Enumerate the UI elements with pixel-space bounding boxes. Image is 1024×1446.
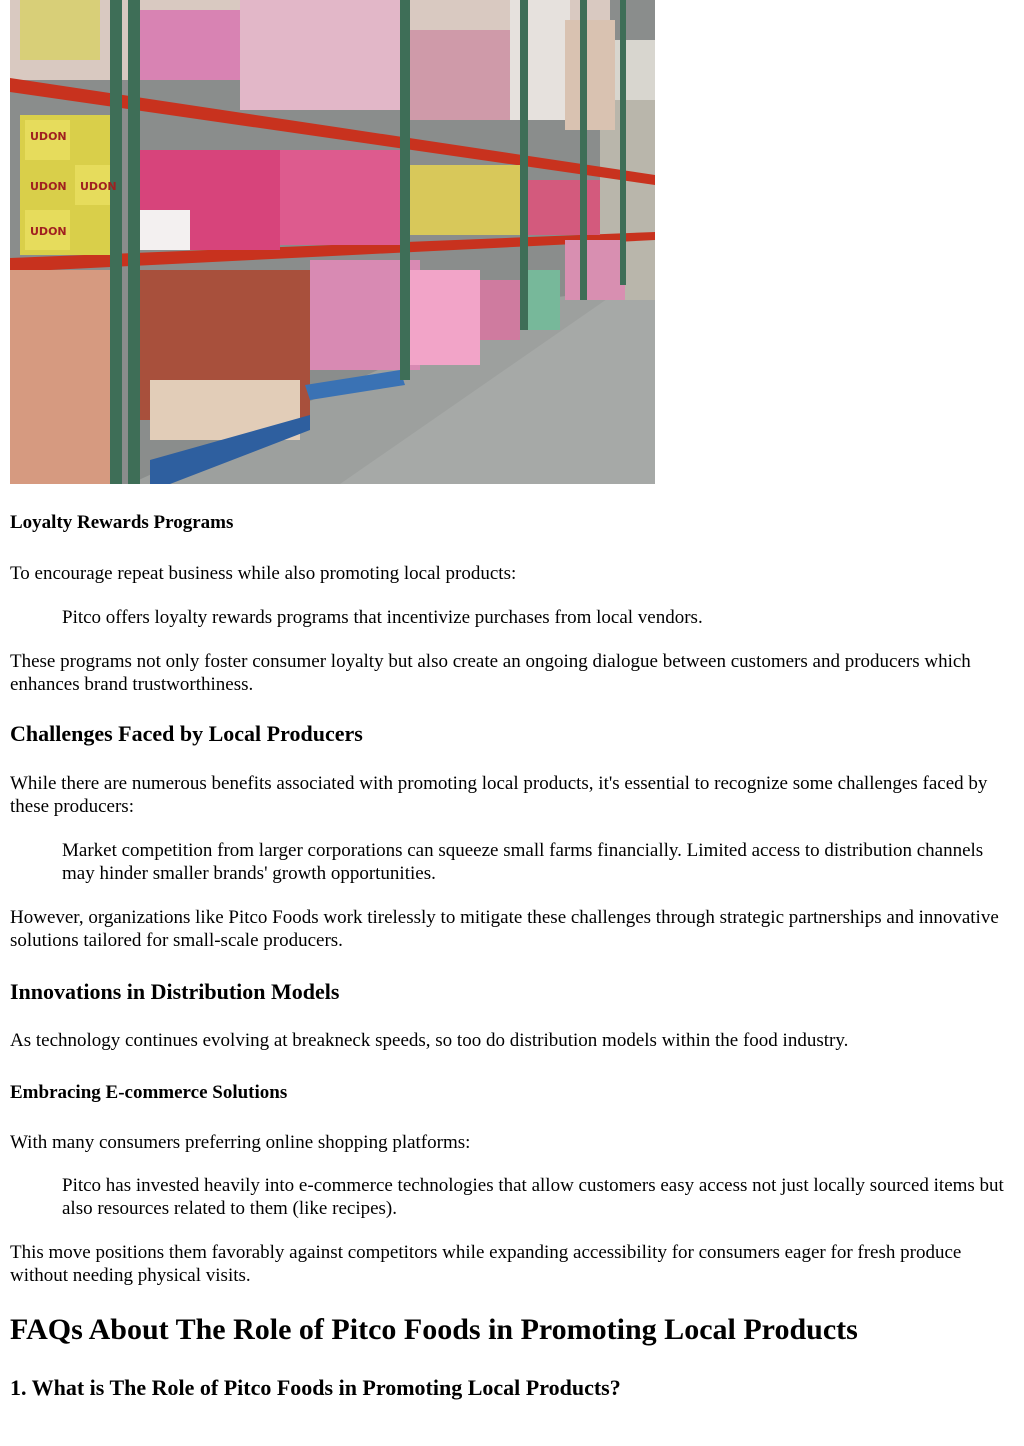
udon-label-3: UDON [80, 180, 117, 193]
faq-heading: FAQs About The Role of Pitco Foods in Promoting Local Products [10, 1313, 858, 1346]
udon-label-4: UDON [30, 225, 67, 238]
challenges-heading: Challenges Faced by Local Producers [10, 721, 363, 746]
faq-question-1: 1. What is The Role of Pitco Foods in Promoting Local Products? [10, 1375, 621, 1400]
warehouse-illustration [10, 0, 655, 484]
loyalty-body: These programs not only foster consumer loyalty but also create an ongoing dialogue between customers and producers which enhances brand trustworthiness. [10, 651, 971, 695]
loyalty-intro: To encourage repeat business while also promoting local products: [10, 563, 517, 584]
ecommerce-body: This move positions them favorably against competitors while expanding accessibility for consumers eager for fresh produce without needing physical visits. [10, 1242, 962, 1286]
ecommerce-quote: Pitco has invested heavily into e-commerce technologies that allow customers easy access not just locally sourced items but also resources related to them (like recipes). [62, 1175, 1004, 1219]
innovations-intro: As technology continues evolving at breakneck speeds, so too do distribution models within the food industry. [10, 1030, 849, 1051]
udon-label-1: UDON [30, 130, 67, 143]
challenges-body: However, organizations like Pitco Foods work tirelessly to mitigate these challenges through strategic partnerships and innovative solutions tailored for small-scale producers. [10, 907, 999, 951]
warehouse-photo [10, 0, 655, 484]
loyalty-heading: Loyalty Rewards Programs [10, 512, 234, 533]
ecommerce-heading: Embracing E-commerce Solutions [10, 1082, 288, 1103]
challenges-intro: While there are numerous benefits associated with promoting local products, it's essential to recognize some challenges faced by these producers: [10, 773, 988, 817]
loyalty-quote: Pitco offers loyalty rewards programs that incentivize purchases from local vendors. [62, 607, 703, 628]
innovations-heading: Innovations in Distribution Models [10, 979, 340, 1004]
ecommerce-intro: With many consumers preferring online shopping platforms: [10, 1132, 471, 1153]
challenges-quote: Market competition from larger corporations can squeeze small farms financially. Limited access to distribution channels may hinder smaller brands' growth opportunities. [62, 840, 984, 884]
udon-label-2: UDON [30, 180, 67, 193]
